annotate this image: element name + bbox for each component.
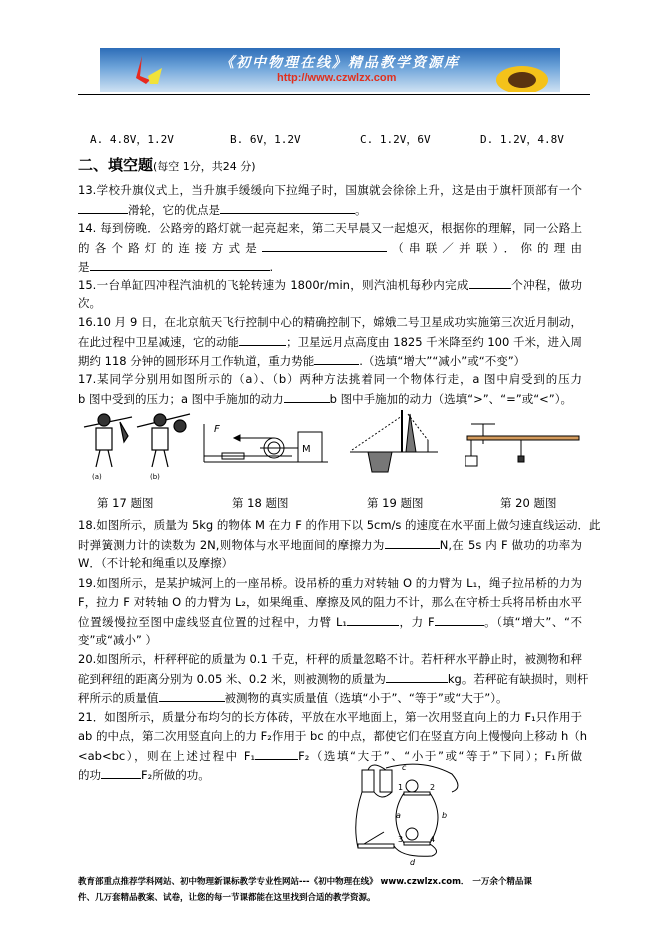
fig21-label-c: c bbox=[402, 763, 407, 772]
fig21-label-b: b bbox=[442, 811, 448, 820]
q16-text: 在此过程中卫星减速，它的动能 bbox=[78, 335, 240, 349]
q19-line bbox=[78, 593, 582, 612]
answer-blank[interactable] bbox=[159, 688, 225, 702]
q16-line bbox=[78, 332, 582, 351]
q18-text: 18.如图所示，质量为 5kg 的物体 M 在力 F 的作用下以 5cm/s 的速度在水平面上做匀速直线运动．此 bbox=[78, 518, 601, 532]
q20-text: 20.如图所示，杆秤秤砣的质量为 0.1 千克，杆秤的质量忽略不计。若杆秤水平静止时，被测物和秤 bbox=[78, 652, 582, 666]
q20-line bbox=[78, 688, 582, 707]
q20-text: 被测物的真实质量值（选填“小于”、“等于”或“大于”）。 bbox=[224, 691, 508, 705]
q21-text: 的功 bbox=[78, 768, 101, 782]
q20-text: 秤所示的质量值 bbox=[78, 691, 159, 705]
q15-text: 个冲程，做功 bbox=[510, 278, 583, 292]
q13-line bbox=[78, 200, 582, 219]
answer-blank[interactable] bbox=[469, 275, 511, 289]
answer-blank[interactable] bbox=[385, 535, 440, 549]
q14-text: . bbox=[269, 260, 274, 274]
q21-text: F₂所做的功。 bbox=[141, 768, 210, 782]
option-b: B. 6V，1.2V bbox=[230, 133, 301, 146]
q14-text: 是 bbox=[78, 260, 90, 274]
q19-line bbox=[78, 574, 582, 593]
answer-blank[interactable] bbox=[262, 238, 387, 252]
figure-19 bbox=[350, 410, 440, 480]
q20-text: kg。若秤砣有缺损时，则杆 bbox=[447, 672, 589, 686]
q13-line bbox=[78, 181, 582, 200]
section-title: 二、填空题 bbox=[78, 156, 154, 174]
q14-text: 的各个路灯的连接方式是 bbox=[78, 241, 263, 255]
fig17-label-a: (a) bbox=[92, 473, 102, 481]
q18-line bbox=[78, 554, 582, 573]
q17-text: 17.某同学分别用如图所示的（a）、（b）两种方法挑着同一个物体行走，a 图中肩受到的压力 bbox=[78, 372, 582, 386]
figure-18 bbox=[202, 418, 332, 478]
q20-line bbox=[78, 669, 589, 688]
fig21-label-3: 3 bbox=[398, 835, 404, 844]
header-rule bbox=[78, 94, 590, 95]
q15-line bbox=[78, 294, 582, 313]
q16-line bbox=[78, 351, 582, 370]
q21-line bbox=[78, 765, 582, 784]
q13-text: 。 bbox=[355, 203, 367, 217]
q18-text: W．（不计轮和绳重以及摩擦） bbox=[78, 556, 234, 570]
answer-blank[interactable] bbox=[239, 332, 286, 346]
option-d: D. 1.2V，4.8V bbox=[480, 133, 564, 146]
q19-text: 变”或“减小” ） bbox=[78, 633, 158, 647]
caption-fig19: 第 19 题图 bbox=[367, 496, 424, 510]
fig21-label-4: 4 bbox=[430, 835, 436, 844]
caption-fig17: 第 17 题图 bbox=[97, 496, 154, 510]
q14-line bbox=[78, 219, 582, 238]
q21-line bbox=[78, 727, 588, 746]
header-banner bbox=[100, 48, 560, 92]
option-a: A. 4.8V，1.2V bbox=[90, 133, 174, 146]
q18-text: 时弹簧测力计的读数为 2N,则物体与水平地面间的摩擦力为 bbox=[78, 538, 385, 552]
q19-line bbox=[78, 631, 582, 650]
fig21-label-1: 1 bbox=[398, 783, 404, 792]
section-heading bbox=[78, 154, 256, 176]
fig21-label-d: d bbox=[410, 858, 416, 867]
q19-text: 19.如图所示，是某护城河上的一座吊桥。设吊桥的重力对转轴 O 的力臂为 L₁，绳子拉吊桥的力为 bbox=[78, 576, 582, 590]
q21-text: 21．如图所示，质量分布均匀的长方体砖，平放在水平地面上，第一次用竖直向上的力 F₁只作用于 bbox=[78, 710, 582, 724]
q15-line bbox=[78, 275, 582, 294]
answer-options bbox=[78, 130, 582, 149]
q16-text: 16.10 月 9 日，在北京航天飞行控制中心的精确控制下，嫦娥二号卫星成功实施第三次近月制动， bbox=[78, 315, 582, 329]
answer-blank[interactable] bbox=[101, 765, 141, 779]
q18-line bbox=[78, 535, 582, 554]
caption-fig18: 第 18 题图 bbox=[232, 496, 289, 510]
q17-line bbox=[78, 389, 582, 408]
figure-21-circuit bbox=[352, 762, 472, 868]
q19-line bbox=[78, 612, 582, 631]
q13-text: 滑轮，它的优点是 bbox=[128, 203, 220, 217]
q21-text: <ab<bc），则在上述过程中 F₁ bbox=[78, 749, 256, 763]
fig21-label-a: a bbox=[396, 811, 401, 820]
q19-text: 。（填“增大”、“不 bbox=[483, 615, 583, 629]
answer-blank[interactable] bbox=[314, 351, 359, 365]
q14-line bbox=[78, 257, 582, 276]
footer bbox=[78, 874, 582, 906]
q18-line bbox=[78, 516, 601, 535]
q21-line bbox=[78, 746, 582, 765]
footer-line-2: 件、几万套精品教案、试卷，让您的每一节课都能在这里找到合适的教学资源。 bbox=[78, 893, 376, 903]
q16-line bbox=[78, 313, 582, 332]
logo-icon bbox=[128, 54, 168, 88]
q17-text: b 图中手施加的动力（选填“>”、“=”或“<”）。 bbox=[329, 392, 573, 406]
fig17-label-b: (b) bbox=[150, 473, 160, 481]
sunflower-image bbox=[488, 58, 548, 92]
q21-line bbox=[78, 708, 582, 727]
q15-text: 15.一台单缸四冲程汽油机的飞轮转速为 1800r/min，则汽油机每秒内完成 bbox=[78, 278, 469, 292]
figure-17 bbox=[82, 412, 192, 482]
q14-line bbox=[78, 238, 582, 257]
q19-text: ，力 F bbox=[398, 615, 435, 629]
answer-blank[interactable] bbox=[255, 746, 298, 760]
banner-url: http://www.czwlzx.com bbox=[277, 72, 397, 84]
footer-line-1: 教育部重点推荐学科网站、初中物理新课标教学专业性网站---《初中物理在线》 www.czwlzx.com． 一万余个精品课 bbox=[78, 877, 532, 887]
q16-text: ；卫星远月点高度由 1825 千米降至约 100 千米，进入周 bbox=[286, 335, 582, 349]
fig18-label-f: F bbox=[214, 424, 220, 435]
answer-blank[interactable] bbox=[347, 612, 399, 626]
section-note: (每空 1分，共24 分) bbox=[153, 160, 256, 173]
figure-20 bbox=[465, 418, 585, 478]
q19-text: 位置缓慢拉至图中虚线竖直位置的过程中，力臂 L₁ bbox=[78, 615, 347, 629]
q17-text: b 图中受到的压力；a 图中手施加的动力 bbox=[78, 392, 284, 406]
q20-text: 砣到秤纽的距离分别为 0.05 米、0.2 米，则被测物的质量为 bbox=[78, 672, 386, 686]
q15-text: 次。 bbox=[78, 296, 101, 310]
caption-fig20: 第 20 题图 bbox=[500, 496, 557, 510]
answer-blank[interactable] bbox=[386, 669, 448, 683]
option-c: C. 1.2V，6V bbox=[360, 133, 431, 146]
answer-blank[interactable] bbox=[284, 389, 330, 403]
q16-text: .（选填“增大”“减小”或“不变”） bbox=[359, 354, 526, 368]
q17-line bbox=[78, 370, 582, 389]
q16-text: 期约 118 分钟的圆形环月工作轨道，重力势能 bbox=[78, 354, 315, 368]
q19-text: F，拉力 F 对转轴 O 的力臂为 L₂，如果绳重、摩擦及风的阻力不计，那么在守桥士兵将吊桥由水平 bbox=[78, 595, 582, 609]
answer-blank[interactable] bbox=[78, 200, 128, 214]
q21-text: ab 的中点，第二次用竖直向上的力 F₂作用于 bc 的中点，都使它们在竖直方向上慢慢向上移动 h（h bbox=[78, 729, 588, 743]
fig21-label-2: 2 bbox=[430, 783, 436, 792]
answer-blank[interactable] bbox=[90, 257, 270, 271]
q14-text: 14. 每到傍晚．公路旁的路灯就一起亮起来，第二天早晨又一起熄灭，根据你的理解，同一公路上 bbox=[78, 221, 582, 235]
q21-text: F₂（选填“大于”、“小于”或“等于”下同）；F₁所做 bbox=[298, 749, 582, 763]
answer-blank[interactable] bbox=[435, 612, 484, 626]
banner-title: 《初中物理在线》精品教学资源库 bbox=[220, 55, 460, 71]
fig18-label-m: M bbox=[302, 444, 311, 455]
q20-line bbox=[78, 650, 582, 669]
q14-text: （串联／并联）．你的理由 bbox=[387, 241, 583, 255]
q18-text: N,在 5s 内 F 做功的功率为 bbox=[439, 538, 582, 552]
answer-blank[interactable] bbox=[220, 200, 355, 214]
q13-text: 13.学校升旗仪式上，当升旗手缓缓向下拉绳子时，国旗就会徐徐上升，这是由于旗杆顶部有一个 bbox=[78, 183, 582, 197]
